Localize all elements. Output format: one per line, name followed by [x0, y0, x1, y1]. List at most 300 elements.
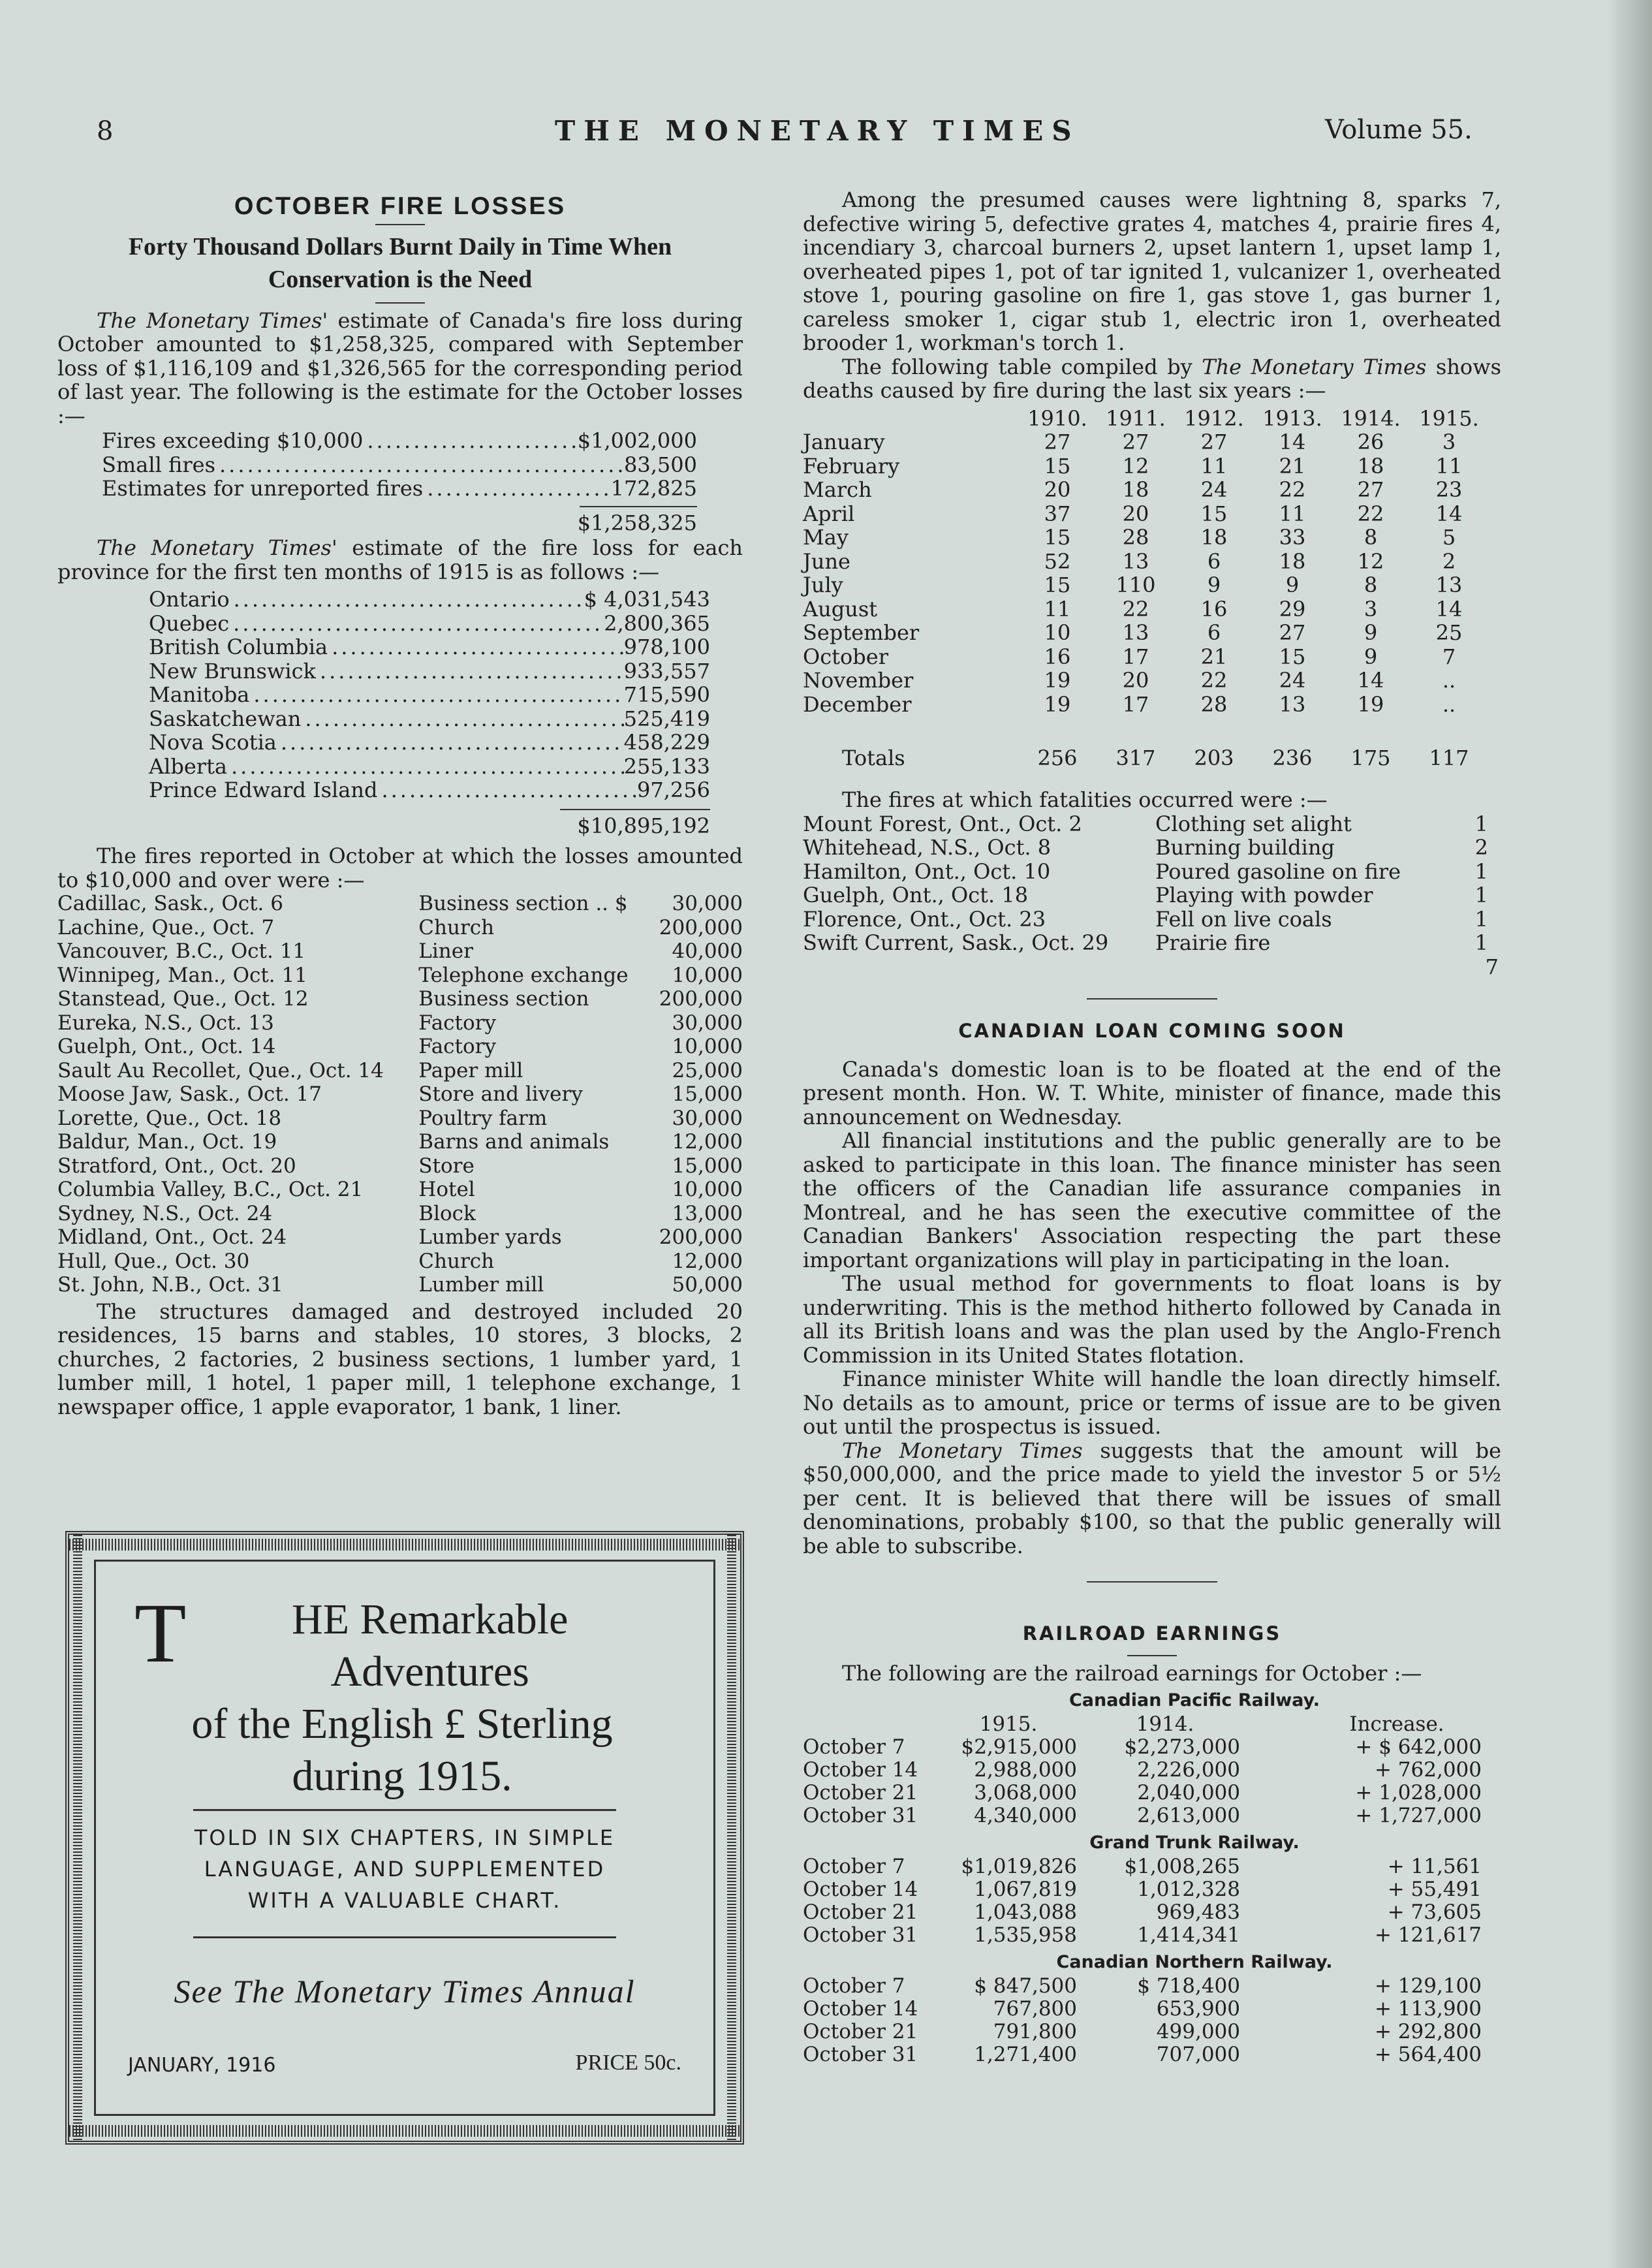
- loan-paragraph: The usual method for governments to float loans is by underwriting. This is the method hitherto followed by Canada in all its British loans and was the plan used by the Anglo-French Commission in its United States flotation.: [803, 1271, 1501, 1368]
- province-row: Saskatchewan ..... 525,419: [149, 707, 710, 731]
- summary-table: [102, 429, 697, 535]
- deaths-row: [803, 430, 1488, 454]
- col-increase: Increase.: [1349, 1712, 1444, 1736]
- big-fires-table: [57, 892, 743, 1297]
- rail-row: [803, 1924, 1508, 1947]
- ad-divider: [193, 1936, 616, 1938]
- rail-row: [803, 1901, 1508, 1924]
- death-count: 29: [1279, 596, 1306, 622]
- province-total: $10,895,192: [577, 813, 710, 838]
- rail-1915: 791,800: [993, 2020, 1077, 2043]
- fire-building: Business section .. $: [418, 892, 628, 915]
- rail-1914: 1,414,341: [1137, 1923, 1240, 1947]
- divider: [375, 302, 425, 304]
- fatal-count: 1: [1474, 930, 1488, 955]
- death-count: 20: [1044, 477, 1071, 502]
- fire-place: Hull, Que., Oct. 30: [57, 1249, 250, 1273]
- fire-losses-subtitle: Forty Thousand Dollars Burnt Daily in Time When Conservation is the Need: [128, 232, 672, 293]
- rail-company-name: Canadian Northern Railway.: [1056, 1952, 1333, 1972]
- fire-place: Winnipeg, Man., Oct. 11: [57, 963, 307, 987]
- fatal-row: [803, 883, 1488, 907]
- fire-place: Sydney, N.S., Oct. 24: [57, 1201, 273, 1225]
- deaths-row: [803, 526, 1488, 550]
- fire-amount: 50,000: [672, 1273, 743, 1297]
- fatal-count: 1: [1474, 811, 1488, 836]
- fire-building: Paper mill: [418, 1058, 523, 1082]
- fire-place: Cadillac, Sask., Oct. 6: [57, 892, 283, 915]
- fatal-cause: Fell on live coals: [1155, 906, 1332, 932]
- death-count: 27: [1357, 477, 1384, 502]
- deaths-row: [803, 693, 1488, 717]
- right-column: [803, 183, 1501, 2066]
- province-intro: The Monetary Times' estimate of the fire loss for each province for the first ten months of 1915 is as follows :—: [57, 535, 743, 584]
- death-count: 13: [1435, 573, 1463, 597]
- fire-place: Stratford, Ont., Oct. 20: [57, 1154, 296, 1178]
- fatal-place: Guelph, Ont., Oct. 18: [803, 883, 1029, 907]
- rail-1914: 2,613,000: [1137, 1804, 1240, 1827]
- rail-row: [803, 2021, 1508, 2043]
- deaths-row: [803, 669, 1488, 693]
- fatal-intro: The fires at which fatalities occurred were :—: [842, 787, 1328, 812]
- rail-1914: 653,900: [1156, 1997, 1240, 2021]
- death-count: 9: [1207, 573, 1221, 597]
- fire-row: [57, 892, 743, 916]
- rail-1915: $ 847,500: [974, 1974, 1077, 1998]
- rail-increase: + 762,000: [1374, 1758, 1482, 1782]
- death-total: 317: [1115, 745, 1156, 770]
- rail-row: [803, 1878, 1508, 1901]
- deaths-row: [803, 454, 1488, 479]
- fire-row: [57, 1107, 743, 1131]
- fire-place: St. John, N.B., Oct. 31: [57, 1273, 283, 1297]
- rail-company-name: Canadian Pacific Railway.: [1068, 1690, 1320, 1710]
- fatal-row: [803, 812, 1488, 836]
- rail-increase: + 1,028,000: [1355, 1781, 1482, 1804]
- rail-increase: + 11,561: [1387, 1855, 1482, 1878]
- rail-date: October 21: [803, 1900, 918, 1924]
- rail-row: [803, 2043, 1508, 2066]
- fire-building: Lumber mill: [418, 1273, 544, 1297]
- death-count: 14: [1279, 430, 1306, 454]
- deaths-table: [803, 407, 1488, 770]
- death-count: 13: [1279, 691, 1306, 717]
- deaths-totals-row: [803, 716, 1488, 770]
- fire-row: [57, 1273, 743, 1297]
- death-count: 3: [1442, 430, 1456, 454]
- month-label: May: [803, 525, 849, 550]
- ad-description: TOLD IN SIX CHAPTERS, IN SIMPLE LANGUAGE, AND SUPPLEMENTED WITH A VALUABLE CHART.: [194, 1825, 616, 1913]
- death-count: 8: [1364, 573, 1378, 597]
- fire-amount: 10,000: [672, 1035, 743, 1058]
- rail-1915: $2,915,000: [961, 1735, 1077, 1759]
- death-count: 19: [1044, 668, 1071, 693]
- death-count: 21: [1279, 453, 1306, 479]
- death-count: 12: [1122, 453, 1149, 479]
- death-count: 28: [1122, 525, 1149, 550]
- fire-building: Liner: [418, 939, 473, 963]
- fatal-row: [803, 931, 1488, 955]
- death-count: 19: [1044, 691, 1071, 717]
- death-count: 11: [1200, 453, 1228, 479]
- rail-1915: 1,067,819: [974, 1878, 1077, 1901]
- fire-row: [57, 1130, 743, 1154]
- fire-row: [57, 1225, 743, 1250]
- fatal-place: Florence, Ont., Oct. 23: [803, 906, 1046, 932]
- fire-building: Telephone exchange: [418, 963, 629, 987]
- page-edge-shadow: [1606, 0, 1652, 2268]
- death-total: 117: [1429, 745, 1469, 770]
- month-label: September: [803, 620, 920, 645]
- fire-amount: 30,000: [672, 1106, 743, 1130]
- rail-increase: + 292,800: [1374, 2020, 1482, 2043]
- death-count: 9: [1364, 644, 1378, 669]
- rail-company-name: Grand Trunk Railway.: [1089, 1833, 1300, 1853]
- fire-losses-title: OCTOBER FIRE LOSSES: [234, 193, 567, 220]
- month-label: February: [803, 453, 900, 479]
- death-count: 15: [1044, 453, 1071, 479]
- death-count: 33: [1279, 525, 1306, 550]
- death-count: 22: [1357, 501, 1384, 526]
- divider: [1087, 1581, 1217, 1583]
- fatal-cause: Burning building: [1155, 835, 1335, 860]
- rail-1915: 4,340,000: [974, 1804, 1077, 1827]
- fire-building: Church: [418, 1249, 495, 1273]
- death-count: 20: [1122, 501, 1149, 526]
- death-count: 26: [1357, 430, 1384, 454]
- death-count: 17: [1122, 691, 1149, 717]
- fatal-place: Mount Forest, Ont., Oct. 2: [803, 811, 1082, 836]
- fire-row: [57, 1178, 743, 1202]
- deaths-row: [803, 597, 1488, 622]
- province-row: Alberta ..... 255,133: [149, 755, 710, 779]
- fire-place: Guelph, Ont., Oct. 14: [57, 1035, 276, 1058]
- fire-amount: 13,000: [672, 1201, 743, 1225]
- death-count: 22: [1122, 596, 1149, 622]
- death-count: 28: [1200, 691, 1228, 717]
- rail-date: October 31: [803, 2043, 918, 2066]
- fire-place: Lachine, Que., Oct. 7: [57, 915, 275, 939]
- deaths-row: [803, 550, 1488, 574]
- fire-causes: Among the presumed causes were lightning 8, sparks 7, defective wiring 5, defective grates 4, matches 4, prairie fires 4, incendiary 3, charcoal burners 2, upset lantern 1, upset lamp 1, overheated pipes 1, pot of tar ignited 1, vulcanizer 1, overheated stove 1, pouring gasoline on fire 1, gas stove 1, gas burner 1, careless smoker 1, cigar stub 1, electric iron 1, overheated brooder 1, workman's torch 1.: [803, 187, 1501, 355]
- fire-building: Business section: [418, 987, 589, 1011]
- fire-row: [57, 987, 743, 1011]
- fire-building: Block: [418, 1201, 476, 1225]
- month-label: August: [803, 596, 878, 622]
- rail-1914: 2,226,000: [1137, 1758, 1240, 1782]
- year-header: 1911.: [1106, 405, 1166, 431]
- rail-increase: + 121,617: [1374, 1923, 1482, 1947]
- fire-amount: 12,000: [672, 1249, 743, 1273]
- fatal-row: [803, 860, 1488, 884]
- death-count: 37: [1044, 501, 1071, 526]
- death-total: 203: [1194, 745, 1234, 770]
- fatal-cause: Playing with powder: [1155, 883, 1373, 907]
- rail-1914: 707,000: [1156, 2043, 1240, 2066]
- rail-increase: + 564,400: [1374, 2043, 1482, 2066]
- fire-place: Sault Au Recollet, Que., Oct. 14: [57, 1058, 384, 1082]
- death-count: 11: [1279, 501, 1306, 526]
- death-count: 14: [1435, 501, 1463, 526]
- deaths-intro: The following table compiled by The Monetary Times shows deaths caused by fire during the last six years :—: [803, 354, 1502, 403]
- rail-1915: 767,800: [993, 1997, 1077, 2021]
- summary-row: Small fires ..... 83,500: [102, 453, 697, 477]
- rail-row: [803, 1855, 1508, 1878]
- death-count: 2: [1442, 548, 1456, 574]
- rail-row: [803, 1759, 1508, 1782]
- fire-row: [57, 1250, 743, 1274]
- fatal-place: Hamilton, Ont., Oct. 10: [803, 858, 1051, 884]
- rail-company-header: [803, 1685, 1508, 1713]
- fatal-cause: Prairie fire: [1155, 930, 1271, 955]
- fire-building: Lumber yards: [418, 1225, 562, 1249]
- death-count: 22: [1200, 668, 1228, 693]
- summary-total: $1,258,325: [577, 510, 697, 535]
- fatal-total: 7: [1485, 954, 1499, 979]
- rail-increase: + 129,100: [1374, 1974, 1482, 1998]
- fatal-row: [803, 836, 1488, 860]
- death-count: 6: [1207, 548, 1221, 574]
- loan-paragraph: Finance minister White will handle the loan directly himself. No details as to amount, price or terms of issue are to be given out until the prospectus is issued.: [803, 1366, 1501, 1439]
- fire-amount: 30,000: [672, 1011, 743, 1035]
- death-count: 18: [1200, 525, 1228, 550]
- ad-price: PRICE 50c.: [575, 2051, 681, 2075]
- fire-building: Barns and animals: [418, 1130, 610, 1154]
- ad-annual-title: See The Monetary Times Annual: [174, 1973, 636, 2009]
- col-1915: 1915.: [979, 1712, 1038, 1736]
- fire-amount: 30,000: [672, 892, 743, 915]
- rail-date: October 31: [803, 1804, 918, 1827]
- province-row: Quebec ..... 2,800,365: [149, 612, 710, 636]
- month-label: December: [803, 691, 912, 717]
- fatal-count: 1: [1474, 858, 1488, 884]
- rail-date: October 7: [803, 1855, 905, 1878]
- death-count: 9: [1285, 573, 1300, 597]
- death-count: ..: [1442, 691, 1456, 717]
- rail-date: October 14: [803, 1758, 918, 1782]
- fire-building: Hotel: [418, 1178, 475, 1201]
- death-total: 256: [1037, 745, 1078, 770]
- rail-row: [803, 1736, 1508, 1759]
- death-count: 11: [1435, 453, 1463, 479]
- rail-row: [803, 1782, 1508, 1804]
- divider: [1127, 1655, 1177, 1656]
- fatal-place: Whitehead, N.S., Oct. 8: [803, 835, 1052, 860]
- rail-1914: 1,012,328: [1137, 1878, 1240, 1901]
- death-count: 10: [1044, 620, 1071, 645]
- death-count: 18: [1357, 453, 1384, 479]
- loan-title: CANADIAN LOAN COMING SOON: [958, 1020, 1346, 1042]
- fire-amount: 12,000: [672, 1130, 743, 1154]
- rail-company-header: [803, 1947, 1508, 1975]
- fire-row: [57, 1011, 743, 1035]
- ad-issue-date: JANUARY, 1916: [128, 2054, 276, 2077]
- fire-place: Eureka, N.S., Oct. 13: [57, 1011, 274, 1035]
- fire-row: [57, 939, 743, 964]
- month-label: October: [803, 644, 888, 669]
- summary-row: Estimates for unreported fires ..... 172,825: [102, 477, 697, 501]
- rail-date: October 14: [803, 1997, 918, 2021]
- fire-row: [57, 1035, 743, 1059]
- rail-1914: $1,008,265: [1124, 1855, 1240, 1878]
- death-count: 3: [1364, 596, 1378, 622]
- fire-building: Factory: [418, 1035, 496, 1058]
- death-total: 175: [1350, 745, 1391, 770]
- year-header: 1914.: [1341, 405, 1401, 431]
- rail-title: RAILROAD EARNINGS: [1022, 1622, 1282, 1645]
- death-count: 19: [1357, 691, 1384, 717]
- divider: [375, 224, 425, 225]
- ad-drop-cap: T: [134, 1586, 187, 1680]
- province-row: Ontario ..... $ 4,031,543: [149, 588, 710, 612]
- rail-1915: 2,988,000: [974, 1758, 1077, 1782]
- death-count: 13: [1122, 548, 1149, 574]
- death-count: 7: [1442, 644, 1456, 669]
- death-count: 16: [1044, 644, 1071, 669]
- fire-building: Factory: [418, 1011, 496, 1035]
- fatal-table: [803, 812, 1488, 955]
- death-count: 9: [1364, 620, 1378, 645]
- fire-amount: 25,000: [672, 1058, 743, 1082]
- death-total: 236: [1272, 745, 1313, 770]
- death-count: 27: [1200, 430, 1228, 454]
- rail-date: October 31: [803, 1923, 918, 1947]
- fatal-count: 1: [1474, 883, 1488, 907]
- fire-place: Vancouver, B.C., Oct. 11: [57, 939, 306, 963]
- fatal-place: Swift Current, Sask., Oct. 29: [803, 930, 1109, 955]
- rail-1915: $1,019,826: [961, 1855, 1077, 1878]
- totals-label: Totals: [842, 745, 905, 770]
- fire-amount: 10,000: [672, 1178, 743, 1201]
- summary-row: Fires exceeding $10,000 ..... $1,002,000: [102, 429, 697, 453]
- death-count: 17: [1122, 644, 1149, 669]
- death-count: 15: [1044, 573, 1071, 597]
- fire-place: Midland, Ont., Oct. 24: [57, 1225, 287, 1249]
- rail-date: October 7: [803, 1974, 905, 1998]
- fatal-cause: Clothing set alight: [1155, 811, 1352, 836]
- deaths-row: [803, 573, 1488, 597]
- death-count: 11: [1044, 596, 1071, 622]
- rail-company-header: [803, 1827, 1508, 1855]
- fatal-count: 1: [1474, 906, 1488, 932]
- rail-1915: 1,271,400: [974, 2043, 1077, 2066]
- death-count: 110: [1115, 573, 1156, 597]
- rail-column-header: [803, 1713, 1508, 1736]
- month-label: June: [803, 548, 850, 574]
- deaths-row: [803, 502, 1488, 526]
- rail-1914: 969,483: [1156, 1900, 1240, 1924]
- rail-1914: $ 718,400: [1137, 1974, 1240, 1998]
- year-header: 1913.: [1262, 405, 1322, 431]
- fire-row: [57, 1059, 743, 1083]
- death-count: 18: [1122, 477, 1149, 502]
- province-row: Prince Edward Island ..... 97,256: [149, 778, 710, 802]
- death-count: ..: [1442, 668, 1456, 693]
- fire-building: Store and livery: [418, 1082, 583, 1106]
- fire-place: Baldur, Man., Oct. 19: [57, 1130, 277, 1154]
- month-label: July: [803, 573, 843, 597]
- rail-increase: + 55,491: [1387, 1878, 1482, 1901]
- year-header: 1912.: [1184, 405, 1244, 431]
- death-count: 22: [1279, 477, 1306, 502]
- rail-row: [803, 1804, 1508, 1827]
- fire-building: Store: [418, 1154, 475, 1178]
- death-count: 18: [1279, 548, 1306, 574]
- fire-amount: 200,000: [659, 915, 743, 939]
- death-count: 15: [1044, 525, 1071, 550]
- structures-summary: The structures damaged and destroyed included 20 residences, 15 barns and stables, 10 stores, 3 blocks, 2 churches, 2 factories, 2 business sections, 1 lumber yard, 1 lumber mill, 1 hotel, 1 paper mill, 1 telephone exchange, 1 newspaper office, 1 apple evaporator, 1 bank, 1 liner.: [57, 1299, 743, 1419]
- death-count: 16: [1200, 596, 1228, 622]
- death-count: 15: [1200, 501, 1228, 526]
- fire-place: Columbia Valley, B.C., Oct. 21: [57, 1178, 364, 1201]
- fire-row: [57, 1202, 743, 1226]
- year-header: 1915.: [1419, 405, 1479, 431]
- rail-intro: The following are the railroad earnings for October :—: [842, 1660, 1422, 1686]
- ad-divider: [193, 1809, 616, 1811]
- rail-date: October 21: [803, 2020, 918, 2043]
- annual-advertisement: [65, 1531, 744, 2145]
- rail-date: October 14: [803, 1878, 918, 1901]
- death-count: 15: [1279, 644, 1306, 669]
- fatal-cause: Poured gasoline on fire: [1155, 858, 1401, 884]
- death-count: 6: [1207, 620, 1221, 645]
- page-number: 8: [97, 116, 114, 146]
- fire-amount: 40,000: [672, 939, 743, 963]
- fire-amount: 200,000: [659, 1225, 743, 1249]
- col-1914: 1914.: [1136, 1712, 1194, 1736]
- journal-title: THE MONETARY TIMES: [555, 115, 1080, 147]
- death-count: 23: [1435, 477, 1463, 502]
- fire-amount: 15,000: [672, 1154, 743, 1178]
- death-count: 14: [1357, 668, 1384, 693]
- death-count: 20: [1122, 668, 1149, 693]
- death-count: 24: [1279, 668, 1306, 693]
- fire-row: [57, 916, 743, 940]
- fire-place: Moose Jaw, Sask., Oct. 17: [57, 1082, 322, 1106]
- rail-increase: + 73,605: [1387, 1900, 1482, 1924]
- death-count: 27: [1122, 430, 1149, 454]
- rail-1914: 499,000: [1156, 2020, 1240, 2043]
- fire-building: Church: [418, 915, 495, 939]
- death-count: 21: [1200, 644, 1228, 669]
- deaths-year-header: [803, 407, 1488, 431]
- rail-row: [803, 1998, 1508, 2021]
- rail-date: October 7: [803, 1735, 905, 1759]
- deaths-row: [803, 645, 1488, 669]
- fire-row: [57, 1082, 743, 1107]
- loan-paragraph: Canada's domestic loan is to be floated at the end of the present month. Hon. W. T. White, minister of finance, made this announcement on Wednesday.: [803, 1056, 1501, 1129]
- fire-intro: The Monetary Times' estimate of Canada's fire loss during October amounted to $1,258,325, compared with September loss of $1,116,109 and $1,326,565 for the corresponding period of last year. The following is the estimate for the October losses :—: [57, 307, 743, 428]
- month-label: April: [803, 501, 855, 526]
- fire-row: [57, 964, 743, 988]
- fire-place: Stanstead, Que., Oct. 12: [57, 987, 309, 1011]
- month-label: March: [803, 477, 872, 502]
- rail-1914: 2,040,000: [1137, 1781, 1240, 1804]
- province-row: New Brunswick ..... 933,557: [149, 659, 710, 684]
- fire-building: Poultry farm: [418, 1106, 548, 1130]
- death-count: 13: [1122, 620, 1149, 645]
- fire-row: [57, 1154, 743, 1178]
- ad-title: T HE Remarkable Adventures of the English £ Sterling during 1915.: [134, 1586, 613, 1800]
- rail-1914: $2,273,000: [1124, 1735, 1240, 1759]
- divider: [1087, 998, 1217, 1000]
- fatal-row: [803, 907, 1488, 932]
- rail-1915: 1,535,958: [974, 1923, 1077, 1947]
- fire-place: Lorette, Que., Oct. 18: [57, 1106, 282, 1130]
- death-count: 14: [1435, 596, 1463, 622]
- deaths-row: [803, 621, 1488, 645]
- month-label: January: [803, 430, 885, 454]
- death-count: 5: [1442, 525, 1456, 550]
